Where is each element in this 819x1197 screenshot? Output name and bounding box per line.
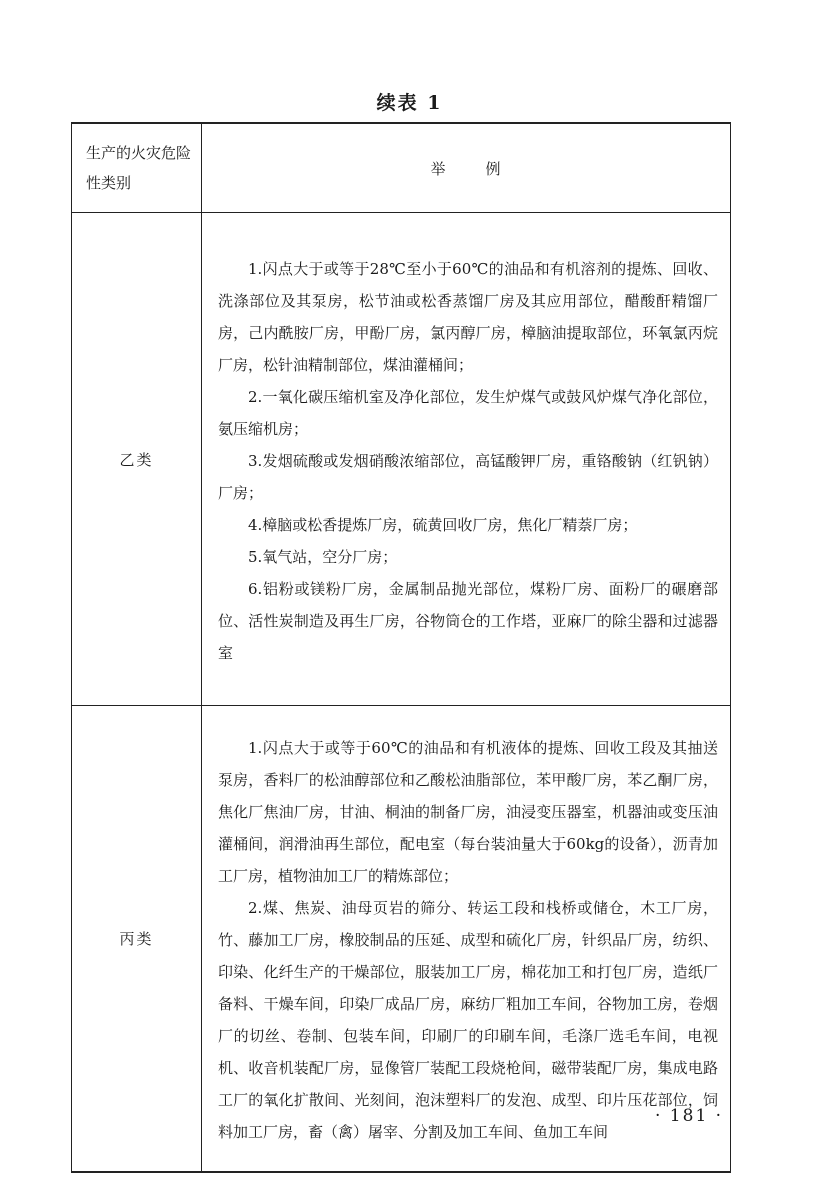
header-category-cell [72,123,202,213]
header-examples-label: 举例 [430,159,541,178]
example-item: 5.氧气站，空分厂房； [248,548,398,566]
examples-cell [202,706,731,1172]
example-item: 4.樟脑或松香提炼厂房，硫黄回收厂房，焦化厂精萘厂房； [248,516,638,534]
table-row [72,706,731,1172]
table-title: 续表 1 [376,92,443,114]
fire-hazard-table [71,122,731,1173]
category-label: 乙类 [119,450,154,469]
category-label: 丙类 [119,929,154,948]
table-row [72,213,731,706]
examples-cell [202,213,731,706]
example-item: 3.发烟硫酸或发烟硝酸浓缩部位，高锰酸钾厂房，重铬酸钠（红钒钠）厂房； [218,452,718,502]
example-item: 1.闪点大于或等于28℃至小于60℃的油品和有机溶剂的提炼、回收、洗涤部位及其泵房，松节油或松香蒸馏厂房及其应用部位，醋酸酐精馏厂房，己内酰胺厂房，甲酚厂房，氯丙醇厂房，樟脑油提取部位，环氧氯丙烷厂房，松针油精制部位，煤油灌桶间； [218,260,718,374]
header-examples-cell [202,123,731,213]
category-cell [72,213,202,706]
page-number: · 181 · [655,1106,724,1126]
header-category-label: 生产的火灾危险性类别 [86,144,192,192]
example-item: 2.煤、焦炭、油母页岩的筛分、转运工段和栈桥或储仓，木工厂房，竹、藤加工厂房，橡胶制品的压延、成型和硫化厂房，针织品厂房，纺织、印染、化纤生产的干燥部位，服装加工厂房，棉花加工和打包厂房，造纸厂备料、干燥车间，印染厂成品厂房，麻纺厂粗加工车间，谷物加工房，卷烟厂的切丝、卷制、包装车间，印刷厂的印刷车间，毛涤厂选毛车间，电视机、收音机装配厂房，显像管厂装配工段烧枪间，磁带装配厂房，集成电路工厂的氧化扩散间、光刻间，泡沫塑料厂的发泡、成型、印片压花部位，饲料加工厂房，畜（禽）屠宰、分割及加工车间、鱼加工车间 [218,899,718,1142]
category-cell [72,706,202,1172]
example-item: 6.铝粉或镁粉厂房，金属制品抛光部位，煤粉厂房、面粉厂的碾磨部位、活性炭制造及再生厂房，谷物筒仓的工作塔，亚麻厂的除尘器和过滤器室 [218,580,718,662]
example-item: 2.一氧化碳压缩机室及净化部位，发生炉煤气或鼓风炉煤气净化部位，氨压缩机房； [218,388,718,438]
table-header-row [72,123,731,213]
example-item: 1.闪点大于或等于60℃的油品和有机液体的提炼、回收工段及其抽送泵房，香料厂的松油醇部位和乙酸松油脂部位，苯甲酸厂房，苯乙酮厂房，焦化厂焦油厂房，甘油、桐油的制备厂房，油浸变压器室，机器油或变压油灌桶间，润滑油再生部位，配电室（每台装油量大于60kg的设备），沥青加工厂房，植物油加工厂的精炼部位； [218,739,718,886]
